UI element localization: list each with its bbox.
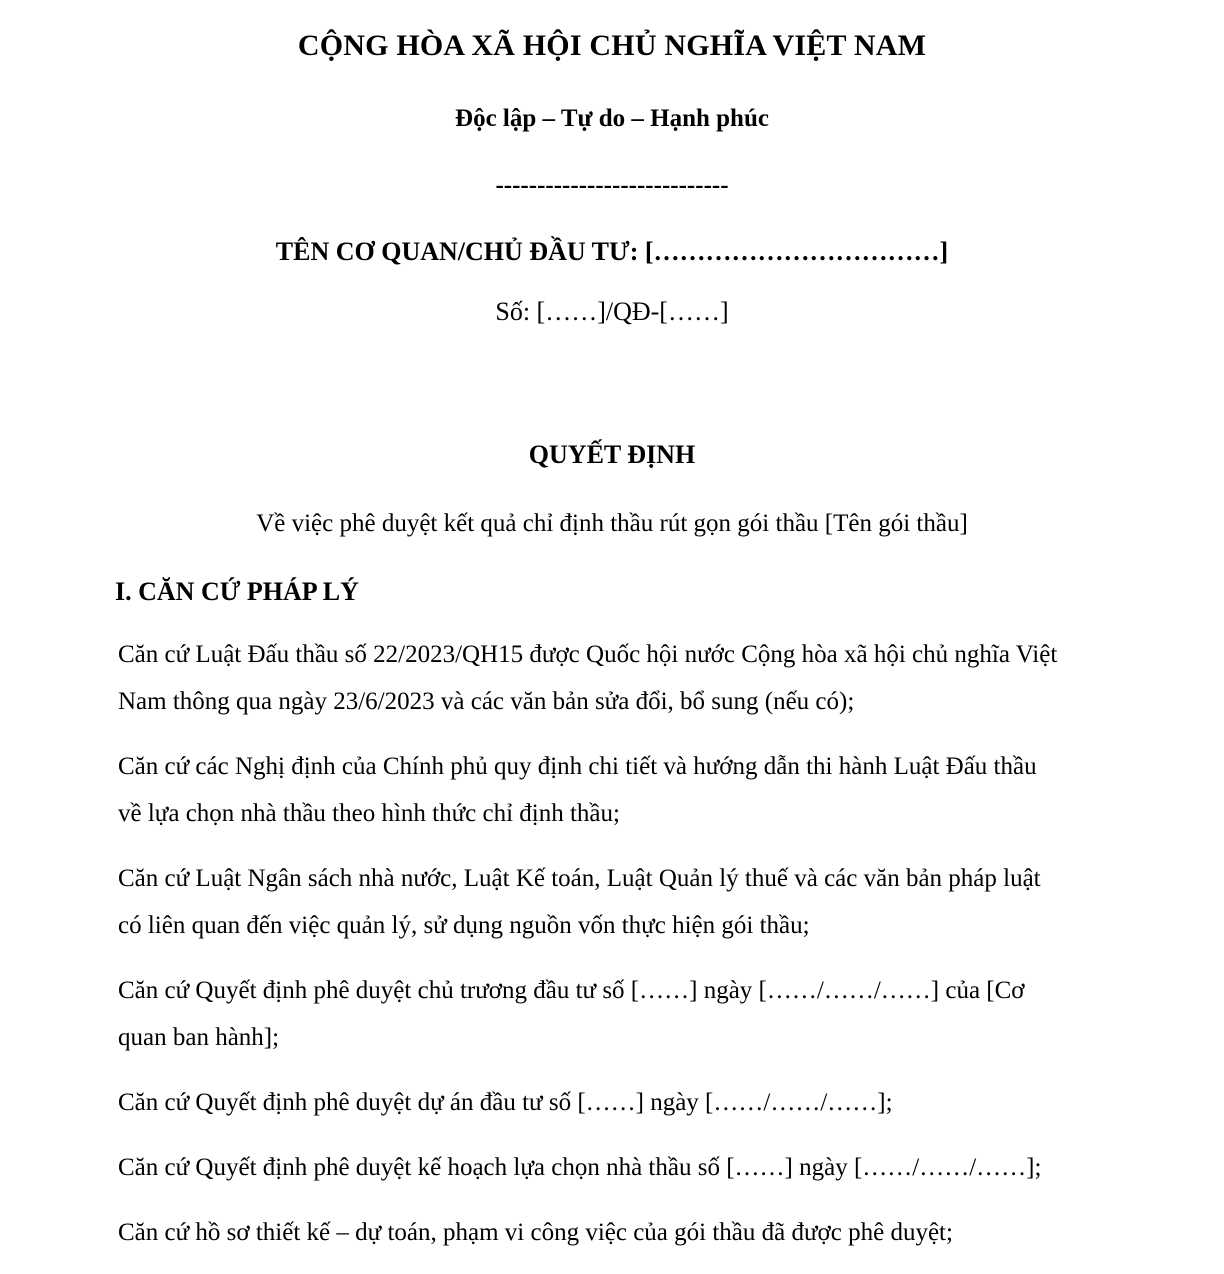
document-number-line: Số: [……]/QĐ-[……] bbox=[495, 297, 729, 326]
national-motto: Độc lập – Tự do – Hạnh phúc bbox=[455, 105, 769, 132]
decision-subtitle: Về việc phê duyệt kết quả chỉ định thầu rút gọn gói thầu [Tên gói thầu] bbox=[256, 509, 968, 537]
body-paragraph: Căn cứ Quyết định phê duyệt dự án đầu tư số [……] ngày [……/……/……]; bbox=[118, 1088, 893, 1116]
header-separator: ---------------------------- bbox=[495, 172, 729, 199]
body-paragraph: Căn cứ Luật Ngân sách nhà nước, Luật Kế toán, Luật Quản lý thuế và các văn bản pháp luật có liên quan đến việc quản lý, sử dụng nguồn vốn thực hiện gói thầu; bbox=[118, 864, 1041, 939]
section-heading-legal-basis: I. CĂN CỨ PHÁP LÝ bbox=[115, 577, 359, 607]
national-title: CỘNG HÒA XÃ HỘI CHỦ NGHĨA VIỆT NAM bbox=[297, 29, 927, 62]
body-paragraph: Căn cứ hồ sơ thiết kế – dự toán, phạm vi công việc của gói thầu đã được phê duyệt; bbox=[118, 1218, 953, 1246]
document-header bbox=[118, 0, 1106, 329]
agency-name-line: TÊN CƠ QUAN/CHỦ ĐẦU TƯ: [……………………………] bbox=[275, 236, 949, 266]
body-paragraph: Căn cứ Luật Đấu thầu số 22/2023/QH15 được Quốc hội nước Cộng hòa xã hội chủ nghĩa Việt Nam thông qua ngày 23/6/2023 và các văn bản sửa đổi, bổ sung (nếu có); bbox=[118, 640, 1058, 715]
legal-basis-body bbox=[118, 631, 1106, 1256]
body-paragraph: Căn cứ Quyết định phê duyệt chủ trương đầu tư số [……] ngày [……/……/……] của [Cơ quan ban hành]; bbox=[118, 976, 1025, 1051]
body-paragraph: Căn cứ các Nghị định của Chính phủ quy định chi tiết và hướng dẫn thi hành Luật Đấu thầu về lựa chọn nhà thầu theo hình thức chỉ định thầu; bbox=[118, 752, 1037, 827]
decision-title: QUYẾT ĐỊNH bbox=[528, 439, 696, 469]
body-paragraph: Căn cứ Quyết định phê duyệt kế hoạch lựa chọn nhà thầu số [……] ngày [……/……/……]; bbox=[118, 1153, 1042, 1181]
